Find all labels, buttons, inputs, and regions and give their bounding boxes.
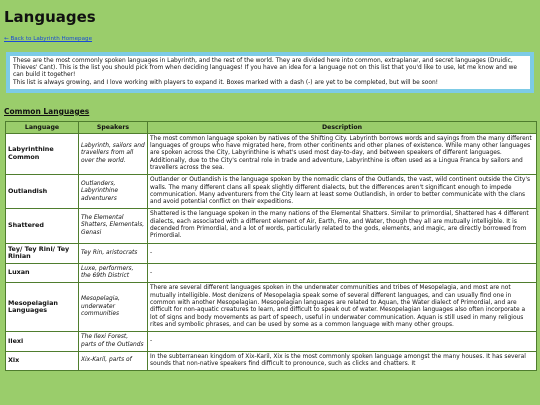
description-cell: The most common language spoken by natives of the Shifting City. Labyrinth borrows words and sayings from the many different languages of groups who have migrated here, from other continents and other planes of existence. While many other languages are spoken across the City, Labyrinthine is what's used most day-to-day, and between speakers of different languages. Additionally, due to the City's central role in trade and adventure, Labyrinthine is often used as a Lingua Franca by sailors and travellers across the sea.	[148, 133, 537, 174]
description-cell: Outlander or Outlandish is the language spoken by the nomadic clans of the Outlands, the vast, wild continent outside the City's walls. The many different clans all speak slightly different dialects, but the differences aren't significant enough to impede communication. Many adventurers from the City learn at least some Outlandish, in order to better communicate with the clans and avoid potential conflict on their expeditions.	[148, 175, 537, 209]
language-cell: Xix	[6, 351, 79, 371]
speakers-cell: The Ilexi Forest, parts of the Outlands	[79, 332, 148, 352]
description-cell: In the subterranean kingdom of Xix-Karil, Xix is the most commonly spoken language amongst the many houses. It has several sounds that non-native speakers find difficult to pronounce, such as clicks and chatters. It	[148, 351, 537, 371]
intro-note: This list is always growing, and I love working with players to expand it. Boxes marked with a dash (-) are yet to be completed, but will be soon!	[13, 79, 439, 86]
languages-table	[5, 121, 537, 372]
language-cell: Ilexi	[6, 332, 79, 352]
description-cell: -	[148, 243, 537, 263]
description-cell: Shattered is the language spoken in the many nations of the Elemental Shatters. Similar to primordial, Shattered has 4 different dialects, each associated with a different element of Air, Earth, Fire, and Water, though they all are mutually intelligible. It is decended from Primordial, and a lot of words, particularly related to the gods, elements, and magic, are directly borrowed from Primordial.	[148, 209, 537, 243]
description-cell: -	[148, 332, 537, 352]
language-cell: Outlandish	[6, 175, 79, 209]
column-header-speakers: Speakers	[79, 121, 148, 133]
speakers-cell: Mesopelagia, underwater communities	[79, 283, 148, 332]
speakers-cell: Luxe, performers, the 69th District	[79, 263, 148, 283]
table-row	[6, 175, 537, 209]
table-row	[6, 263, 537, 283]
speakers-cell: Xix-Karil, parts of	[79, 351, 148, 371]
table-header-row	[6, 121, 537, 133]
description-cell: -	[148, 263, 537, 283]
table-row	[6, 243, 537, 263]
language-cell: Mesopelagian Languages	[6, 283, 79, 332]
speakers-cell: The Elemental Shatters, Elementals, Genasi	[79, 209, 148, 243]
language-cell: Tey/ Tey Rini/ Tey Rinian	[6, 243, 79, 263]
language-cell: Shattered	[6, 209, 79, 243]
column-header-description: Description	[148, 121, 537, 133]
description-cell: There are several different languages spoken in the underwater communities and tribes of Mesopelagia, and most are not mutually intelligible. Most denizens of Mesopelagia speak some of several different languages, and can usually find one in common with another Mesopelagian. Mesopelagian languages are related to Aquan, the Water dialect of Primordial, and are difficult for non-aquatic creatures to learn, and difficult to speak out of water. Mesopelagian languages also often incorporate a lot of signs and body movements as part of speech, useful in underwater communication. Aquan is still used in many religious rites and symbolic phrases, and can be used by some as a common language with many other groups.	[148, 283, 537, 332]
section-heading: Common Languages	[4, 106, 90, 116]
page-title: Languages	[4, 8, 96, 26]
column-header-language: Language	[6, 121, 79, 133]
table-row	[6, 209, 537, 243]
intro-box	[6, 52, 534, 93]
table-row	[6, 351, 537, 371]
language-cell: Luxan	[6, 263, 79, 283]
speakers-cell: Outlanders, Labyrinthine adventurers	[79, 175, 148, 209]
language-cell: Labyrinthine Common	[6, 133, 79, 174]
table-row	[6, 133, 537, 174]
table-row	[6, 332, 537, 352]
speakers-cell: Labyrinth, sailors and travellers from all over the world.	[79, 133, 148, 174]
intro-text: These are the most commonly spoken languages in Labyrinth, and the rest of the world. They are divided here into common, extraplanar, and secret languages (Druidic, Thieves' Cant). This is the list you should pick from when deciding languages! If you have an idea for a language not on this list that you'd like to use, let me know and we can build it together!	[13, 58, 518, 79]
speakers-cell: Tey Rin, aristocrats	[79, 243, 148, 263]
table-row	[6, 283, 537, 332]
back-to-homepage-link[interactable]: ← Back to Labyrinth Homepage	[4, 36, 93, 42]
